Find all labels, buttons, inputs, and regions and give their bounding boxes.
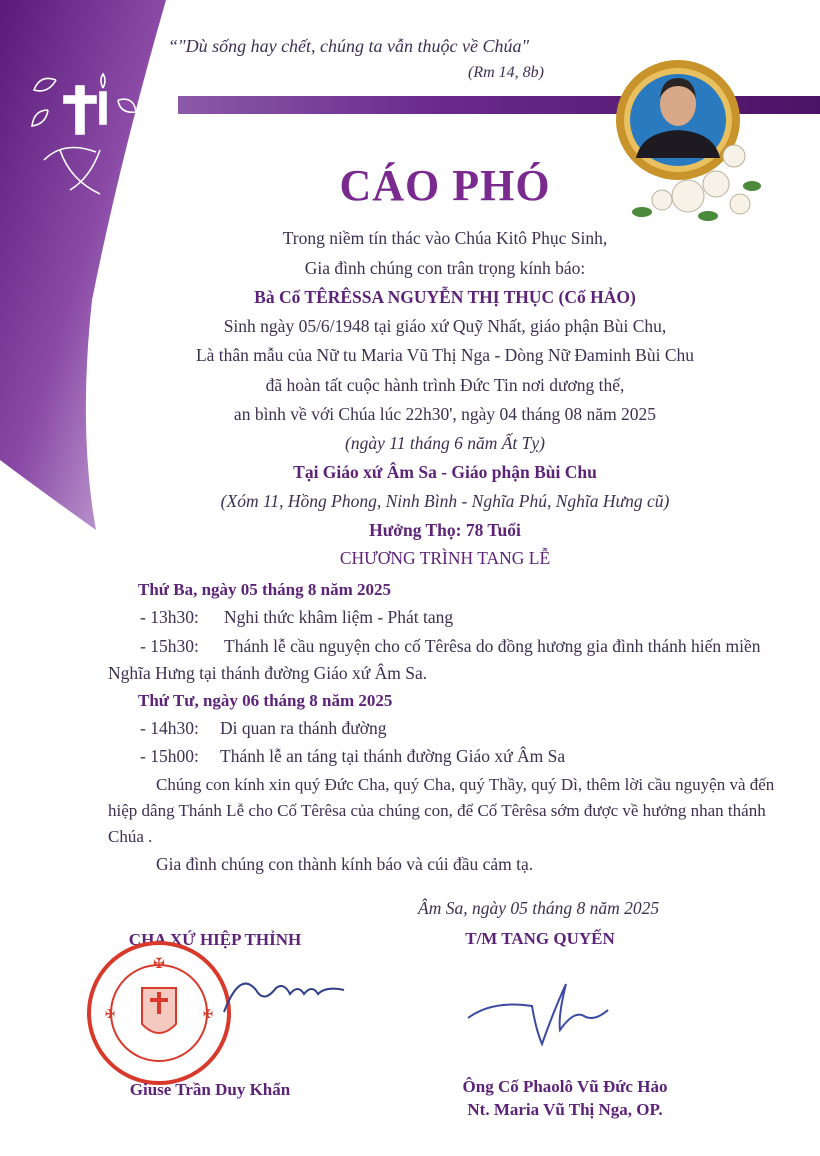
page-title: CÁO PHÓ: [339, 161, 551, 210]
announce-birth: Sinh ngày 05/6/1948 tại giáo xứ Quỹ Nhất, giáo phận Bùi Chu,: [223, 316, 667, 336]
priest-title: CHA XỨ HIỆP THỈNH: [128, 930, 302, 949]
day2-event-1: Di quan ra thánh đường: [220, 718, 387, 738]
svg-text:✠: ✠: [202, 1007, 214, 1021]
announce-line-2: Gia đình chúng con trân trọng kính báo:: [304, 258, 586, 278]
day1-time-2: - 15h30:: [140, 636, 199, 656]
closing-thanks: Gia đình chúng con thành kính báo và cúi đầu cảm tạ.: [156, 854, 534, 874]
age: Hưởng Thọ: 78 Tuổi: [369, 520, 521, 540]
header-quote: “"Dù sống hay chết, chúng ta vẫn thuộc về Chúa": [168, 36, 530, 56]
announce-mother-of: Là thân mẫu của Nữ tu Maria Vũ Thị Nga - Dòng Nữ Đaminh Bùi Chu: [195, 345, 695, 365]
day2-time-1: - 14h30:: [140, 718, 199, 738]
family-name-1: Ông Cố Phaolô Vũ Đức Hảo: [462, 1077, 668, 1096]
day1-heading: Thứ Ba, ngày 05 tháng 8 năm 2025: [138, 580, 391, 599]
day1-time-1: - 13h30:: [140, 607, 199, 627]
parish-place: Tại Giáo xứ Âm Sa - Giáo phận Bùi Chu: [293, 462, 597, 482]
parish-seal: [84, 938, 234, 1088]
day1-event-2: Thánh lễ cầu nguyện cho cố Têrêsa do đồng hương gia đình thánh hiến miền: [224, 636, 761, 656]
program-title: CHƯƠNG TRÌNH TANG LỄ: [339, 548, 551, 568]
quote-reference: (Rm 14, 8b): [468, 64, 544, 81]
deceased-name: Bà Cố TÊRÊSSA NGUYỄN THỊ THỤC (Cố HẢO): [254, 287, 636, 307]
address: (Xóm 11, Hồng Phong, Ninh Bình - Nghĩa Phú, Nghĩa Hưng cũ): [220, 491, 670, 511]
day2-heading: Thứ Tư, ngày 06 tháng 8 năm 2025: [138, 691, 393, 710]
svg-text:✠: ✠: [104, 1007, 116, 1021]
lunar-date: (ngày 11 tháng 6 năm Ất Tỵ): [345, 433, 545, 453]
day1-event-2-cont: Nghĩa Hưng tại thánh đường Giáo xứ Âm Sa.: [108, 663, 428, 683]
announce-death-time: an bình về với Chúa lúc 22h30', ngày 04 tháng 08 năm 2025: [233, 404, 657, 424]
svg-text:✠: ✠: [153, 955, 165, 971]
priest-signature: [220, 960, 350, 1020]
signing-date: Âm Sa, ngày 05 tháng 8 năm 2025: [418, 898, 660, 918]
announce-journey: đã hoàn tất cuộc hành trình Đức Tin nơi dương thế,: [265, 375, 625, 395]
family-name-2: Nt. Maria Vũ Thị Nga, OP.: [467, 1100, 663, 1119]
day1-event-1: Nghi thức khâm liệm - Phát tang: [224, 607, 454, 627]
day2-time-2: - 15h00:: [140, 746, 199, 766]
family-title: T/M TANG QUYẾN: [465, 929, 615, 948]
family-signature: [462, 970, 622, 1050]
day2-event-2: Thánh lễ an táng tại thánh đường Giáo xứ Âm Sa: [220, 746, 566, 766]
priest-name: Giuse Trần Duy Khẩn: [129, 1080, 291, 1099]
announce-line-1: Trong niềm tín thác vào Chúa Kitô Phục Sinh,: [282, 228, 608, 248]
closing-request: Chúng con kính xin quý Đức Cha, quý Cha, quý Thầy, quý Dì, thêm lời cầu nguyện và đến hiệp dâng Thánh Lễ cho Cố Têrêsa của chúng con, để Cố Têrêsa sớm được về hưởng nhan thánh Chúa .: [108, 775, 775, 846]
